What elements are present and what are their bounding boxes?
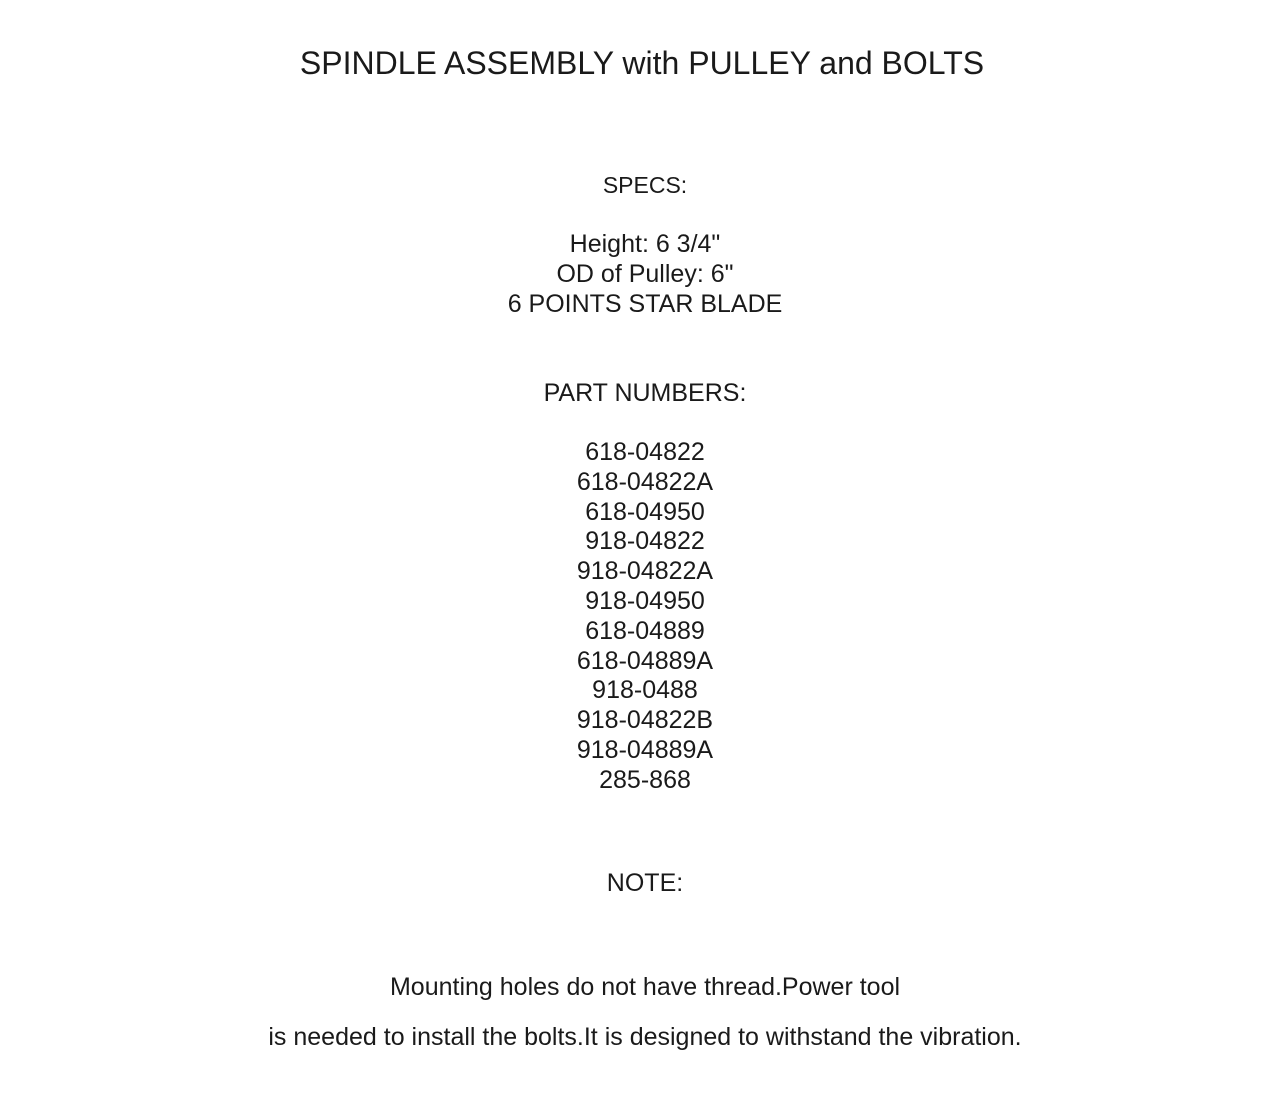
part-number: 618-04950 xyxy=(585,497,705,526)
part-number: 618-04822A xyxy=(576,467,714,496)
part-number: 918-0488 xyxy=(592,676,698,705)
spec-pulley-od: OD of Pulley: 6" xyxy=(556,260,734,288)
part-number: 918-04822 xyxy=(585,527,705,556)
part-number: 618-04889 xyxy=(585,616,705,645)
note-heading: NOTE: xyxy=(606,869,684,897)
specs-list xyxy=(5,229,1280,319)
part-numbers-list xyxy=(5,438,1280,796)
note-text-line: Mounting holes do not have thread.Power tool xyxy=(389,973,901,1001)
part-number: 618-04889A xyxy=(576,646,714,675)
spec-height: Height: 6 3/4" xyxy=(569,230,721,258)
part-number: 618-04822 xyxy=(585,438,705,466)
spec-blade: 6 POINTS STAR BLADE xyxy=(507,290,783,318)
note-text-line: is needed to install the bolts.It is designed to withstand the vibration. xyxy=(268,1023,1022,1051)
specs-heading: SPECS: xyxy=(602,172,688,198)
part-number: 918-04822B xyxy=(576,706,714,735)
part-number: 918-04950 xyxy=(585,586,705,615)
page-title: SPINDLE ASSEMBLY with PULLEY and BOLTS xyxy=(299,45,985,81)
part-number: 918-04889A xyxy=(576,735,714,764)
part-numbers-heading: PART NUMBERS: xyxy=(543,379,747,407)
part-number: 285-868 xyxy=(599,765,691,794)
part-number: 918-04822A xyxy=(576,557,714,586)
